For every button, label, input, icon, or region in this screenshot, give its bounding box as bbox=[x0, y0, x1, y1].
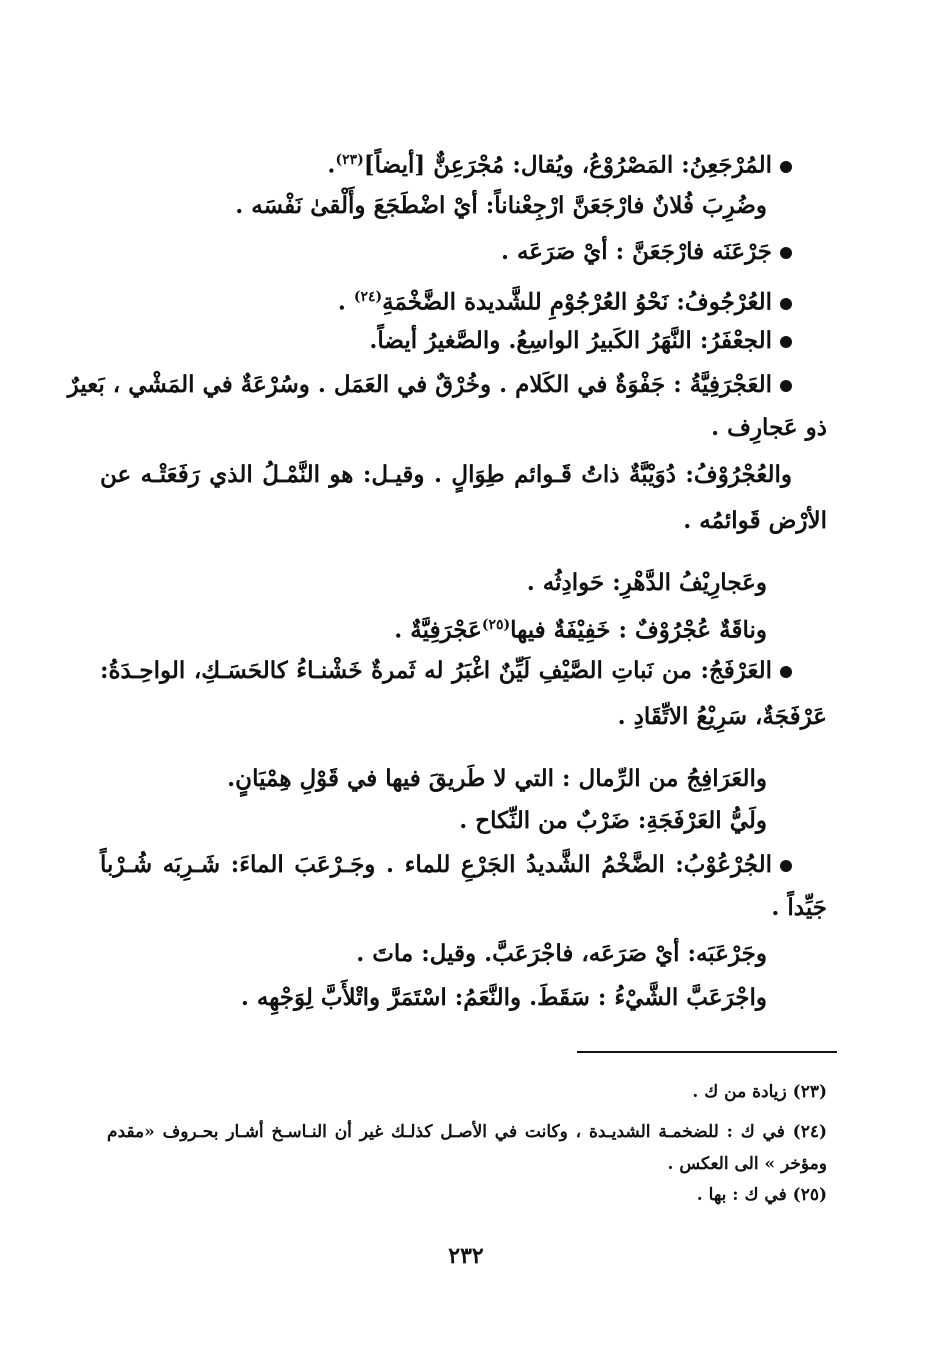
bullet-icon bbox=[780, 380, 792, 392]
footnote-24 bbox=[107, 1118, 827, 1146]
entry-line-19 bbox=[241, 978, 767, 1018]
footnote-text: (٢٤) في ك : للضخمـة الشديـدة ، وكانت في الأصـل كذلـك غير أن النـاسـخ أشـار بحـروف «مقدم bbox=[107, 1122, 827, 1142]
entry-line-1: المُرْجَعِنُ: المَصْرُوْعُ، ويُقال: مُجْرَعِنٌّ [أيضاً]$^{(٢٣)}$. bbox=[327, 140, 792, 186]
footnote-25 bbox=[697, 1181, 827, 1209]
entry-text: العَجْرَفِيَّةُ : جَفْوَةٌ في الكَلام . وخُرْقٌ في العَمَل . وسُرْعَةٌ في المَشْي ، بَعيرٌ bbox=[67, 371, 772, 398]
entry-text: وناقَةٌ عُجْرُوْفٌ : خَفِيْفَةٌ فيها bbox=[510, 616, 767, 644]
bullet-icon bbox=[780, 336, 792, 348]
entry-line-10 bbox=[527, 563, 767, 603]
entry-text: وجَرْعَبَه: أيْ صَرَعَه، فاجْرَعَبَّ. وقيل: ماتَ . bbox=[356, 940, 767, 967]
page-number: ٢٣٢ bbox=[448, 1243, 484, 1269]
entry-line-12 bbox=[100, 651, 792, 691]
entry-line-3 bbox=[501, 232, 792, 272]
entry-text: والعُجْرُوْفُ: دُوَيْبَّةٌ ذاتُ قَـوائم طِوَالٍ . وقيـل: هو النَّمْـلُ الذي رَفَعَتْـه عن bbox=[100, 461, 792, 488]
footnote-text: (٢٥) في ك : بها . bbox=[696, 1185, 827, 1205]
entry-text: الأرْض قَوائمُه . bbox=[683, 507, 827, 534]
entry-text: العَرْفَجُ: من نَباتِ الصَّيْفِ لَيِّنٌ اغْبَرُ له ثَمرةٌ خَشْنـاءُ كالحَسَـكِ، الواحِـدَةُ: bbox=[100, 657, 772, 684]
entry-text: ولَيُّ العَرْفَجَةِ: ضَرْبٌ من النِّكاح . bbox=[459, 807, 767, 834]
entry-line-14 bbox=[227, 759, 767, 799]
entry-text: وعَجارِيْفُ الدَّهْرِ: حَوادِثُه . bbox=[526, 569, 767, 596]
bullet-icon bbox=[780, 860, 792, 872]
entry-text: المُرْجَعِنُ: المَصْرُوْعُ، ويُقال: مُجْرَعِنٌّ [أيضاً] bbox=[363, 151, 772, 179]
footnote-text: ومؤخر » الى العكس . bbox=[667, 1154, 827, 1174]
footnote-ref: (٢٣) bbox=[335, 152, 364, 168]
entry-text: عَرْفَجَةٌ، سَرِيْعُ الاتِّقَادِ . bbox=[617, 703, 827, 730]
footnote-text: (٢٣) زيادة من ك . bbox=[692, 1082, 827, 1102]
entry-line-9 bbox=[683, 501, 827, 541]
entry-text: جَيِّداً . bbox=[771, 894, 827, 921]
entry-text: العُرْجُوفُ: نَحْوُ العُرْجُوْمِ للشَّديدة الضَّخْمَةِ bbox=[382, 288, 772, 316]
entry-text: واجْرَعَبَّ الشَّيْءُ : سَقَطَ. والنَّعَمُ: اسْتَمَرَّ واتْلأَبَّ لِوَجْهِه . bbox=[240, 984, 767, 1011]
entry-line-8 bbox=[100, 455, 792, 495]
entry-line-17 bbox=[771, 888, 827, 928]
bullet-icon bbox=[780, 666, 792, 678]
footnote-separator bbox=[577, 1051, 837, 1053]
entry-tail: . bbox=[337, 288, 354, 316]
entry-line-15 bbox=[459, 801, 767, 841]
bullet-icon bbox=[780, 247, 792, 259]
entry-line-18 bbox=[356, 934, 767, 974]
entry-tail: عَجْرَفِيَّةٌ . bbox=[394, 616, 482, 644]
entry-line-16 bbox=[100, 845, 792, 885]
entry-text: ذو عَجارِف . bbox=[711, 414, 827, 441]
footnote-23 bbox=[692, 1078, 827, 1106]
entry-line-11 bbox=[394, 605, 767, 651]
entry-text: الجُرْعُوْبُ: الضَّخْمُ الشَّديدُ الجَرْعِ للماء . وجَـرْعَبَ الماءَ: شَـرِبَه شُـرْباً bbox=[100, 851, 772, 878]
entry-text: جَرْعَنَه فارْجَعَنَّ : أيْ صَرَعَه . bbox=[500, 238, 772, 265]
entry-line-13 bbox=[618, 697, 827, 737]
entry-line-2 bbox=[235, 186, 767, 226]
entry-line-7 bbox=[711, 408, 827, 448]
entry-line-6 bbox=[67, 365, 792, 405]
entry-line-5 bbox=[369, 321, 792, 361]
entry-line-4 bbox=[338, 277, 792, 323]
footnote-24-cont bbox=[668, 1150, 827, 1178]
entry-text: وضُرِبَ فُلانٌ فارْجَعَنَّ ارْجِعْناناً: أيْ اضْطَجَعَ وأَلْقىٰ نَفْسَه . bbox=[235, 192, 767, 219]
footnote-ref: (٢٥) bbox=[481, 617, 511, 633]
bullet-icon bbox=[780, 298, 792, 310]
entry-text: والعَرَافِجُ من الرِّمال : التي لا طَريقَ فيها في قَوْلِ هِمْيَانٍ. bbox=[227, 765, 767, 792]
entry-text: الجعْفَرُ: النَّهَرُ الكَبيرُ الواسِعُ. والصَّغيرُ أيضاً. bbox=[369, 327, 772, 354]
footnote-ref: (٢٤) bbox=[353, 289, 383, 305]
bullet-icon bbox=[780, 161, 792, 173]
